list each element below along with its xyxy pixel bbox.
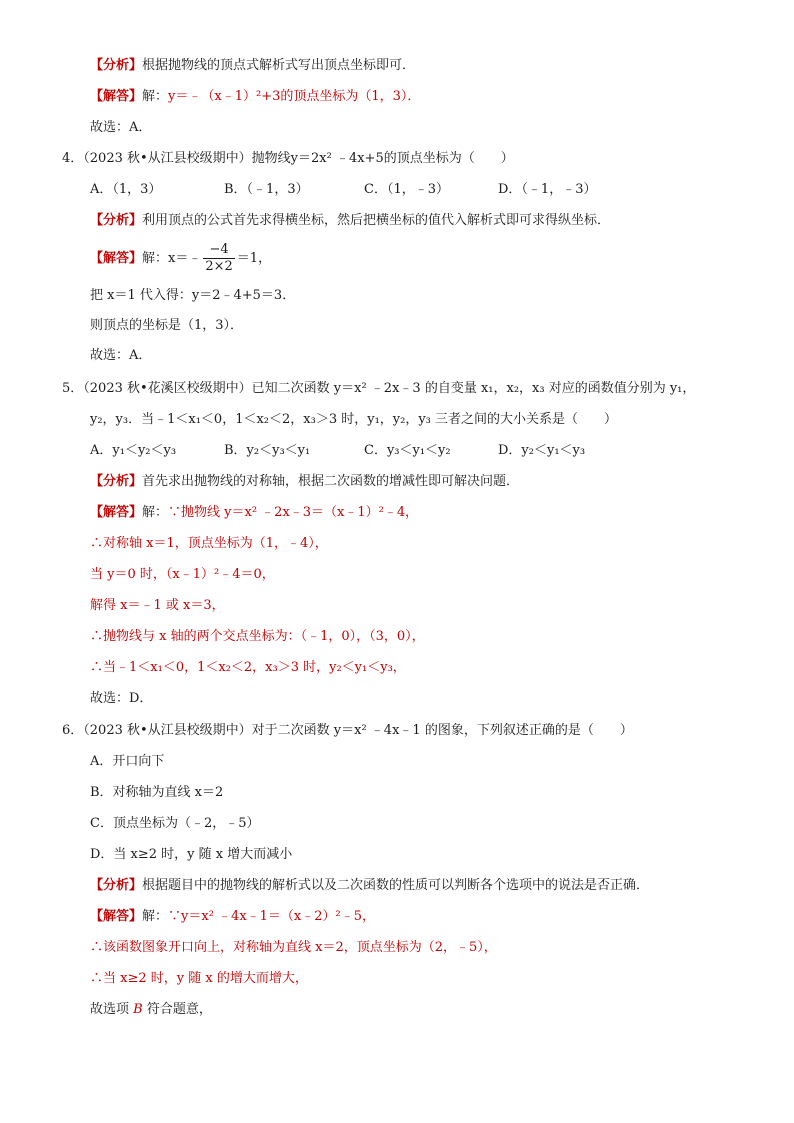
q4-answer: [90, 242, 271, 276]
q5-analysis-tag: 【分析】: [90, 474, 143, 489]
q5-answer-math: ∵抛物线 y＝x² ﹣2x﹣3＝（x﹣1）²﹣4，: [168, 505, 419, 520]
q5-line4: 解得 x＝﹣1 或 x＝3，: [90, 598, 225, 613]
q6-answer-pre: 解：: [142, 909, 169, 924]
answer-tag: 【解答】: [90, 89, 143, 104]
q6-line4-pre: 故选项: [90, 1002, 134, 1017]
q5-line2: ∴对称轴 x＝1，顶点坐标为（1，﹣4），: [90, 536, 328, 551]
q6-answer: [90, 907, 375, 927]
q6-answer-math: ∵y＝x² ﹣4x﹣1＝（x﹣2）²﹣5，: [168, 909, 376, 924]
q5-answer: [90, 503, 418, 523]
q6-answer-tag: 【解答】: [90, 909, 143, 924]
q5-stem-1: 5．（2023 秋•花溪区校级期中）已知二次函数 y＝x² ﹣2x﹣3 的自变量 x₁，x₂，x₃ 对应的函数值分别为 y₁，: [62, 381, 696, 396]
q4-option-c: C．（1，﹣3）: [364, 182, 449, 197]
analysis-text: 根据抛物线的顶点式解析式写出顶点坐标即可．: [142, 58, 416, 73]
q6-analysis-text: 根据题目中的抛物线的解析式以及二次函数的性质可以判断各个选项中的说法是否正确．: [142, 878, 650, 893]
q4-fraction-den: 2×2: [205, 259, 233, 274]
q6-line2: ∴该函数图象开口向上，对称轴为直线 x＝2，顶点坐标为（2，﹣5），: [90, 940, 497, 955]
q4-fraction: [203, 242, 234, 275]
q4-answer-tag: 【解答】: [90, 251, 143, 266]
q6-option-d: D．当 x≥2 时，y 随 x 增大而减小: [90, 847, 293, 862]
q5-line6: ∴当﹣1＜x₁＜0，1＜x₂＜2，x₃＞3 时，y₂＜y₁＜y₃，: [90, 660, 406, 675]
answer-prefix: 解：: [142, 89, 169, 104]
analysis-tag: 【分析】: [90, 58, 143, 73]
q6-line4-choice: B: [133, 1002, 143, 1017]
q5-answer-pre: 解：: [142, 505, 169, 520]
q6-analysis: [90, 876, 649, 896]
q4-analysis-text: 利用顶点的公式首先求得横坐标，然后把横坐标的值代入解析式即可求得纵坐标．: [142, 213, 611, 228]
q4-fraction-num: −4: [203, 242, 234, 259]
choice-line: 故选：A．: [90, 120, 152, 135]
q5-line5: ∴抛物线与 x 轴的两个交点坐标为：（﹣1，0），（3，0），: [90, 629, 425, 644]
q5-analysis: [90, 472, 519, 492]
q6-line4-post: 符合题意，: [142, 1002, 212, 1017]
q4-option-b: B．（﹣1，3）: [224, 182, 309, 197]
q6-option-b: B．对称轴为直线 x＝2: [90, 785, 224, 800]
answer-line: [90, 87, 420, 107]
q4-option-d: D．（﹣1，﹣3）: [498, 182, 597, 197]
q5-option-a: A．y₁＜y₂＜y₃: [90, 443, 177, 458]
q6-stem: 6．（2023 秋•从江县校级期中）对于二次函数 y＝x² ﹣4x﹣1 的图象，下列叙述正确的是（ ）: [62, 723, 633, 738]
q5-analysis-text: 首先求出抛物线的对称轴，根据二次函数的增减性即可解决问题．: [142, 474, 520, 489]
q6-option-c: C．顶点坐标为（﹣2，﹣5）: [90, 816, 260, 831]
analysis-line: [90, 56, 415, 76]
q4-analysis: [90, 211, 610, 231]
q4-answer-pre: 解：x＝﹣: [142, 251, 202, 266]
q6-analysis-tag: 【分析】: [90, 878, 143, 893]
q4-option-a: A．（1，3）: [90, 182, 162, 197]
q5-option-b: B．y₂＜y₃＜y₁: [224, 443, 311, 458]
q5-stem-2: y₂，y₃．当﹣1＜x₁＜0，1＜x₂＜2，x₃＞3 时，y₁，y₂，y₃ 三者之间的大小关系是（ ）: [90, 412, 618, 427]
q4-answer-post: ＝1，: [236, 251, 272, 266]
q6-line3: ∴当 x≥2 时，y 随 x 的增大而增大，: [90, 971, 308, 986]
q5-line3: 当 y＝0 时，（x﹣1）²﹣4＝0，: [90, 567, 275, 582]
q5-line7: 故选：D．: [90, 691, 153, 706]
q5-option-d: D．y₂＜y₁＜y₃: [498, 443, 586, 458]
q5-answer-tag: 【解答】: [90, 505, 143, 520]
answer-math: y＝﹣（x﹣1）²+3的顶点坐标为（1，3）．: [168, 89, 421, 104]
q4-stem: 4．（2023 秋•从江县校级期中）抛物线y＝2x² ﹣4x+5的顶点坐标为（ ）: [62, 151, 514, 166]
q4-line3: 则顶点的坐标是（1，3）．: [90, 318, 244, 333]
q4-analysis-tag: 【分析】: [90, 213, 143, 228]
q6-line4: [90, 1000, 212, 1020]
q5-option-c: C．y₃＜y₁＜y₂: [364, 443, 451, 458]
q4-line4: 故选：A．: [90, 348, 152, 363]
q4-line2: 把 x＝1 代入得：y＝2﹣4+5＝3．: [90, 288, 296, 303]
q6-option-a: A．开口向下: [90, 754, 165, 769]
